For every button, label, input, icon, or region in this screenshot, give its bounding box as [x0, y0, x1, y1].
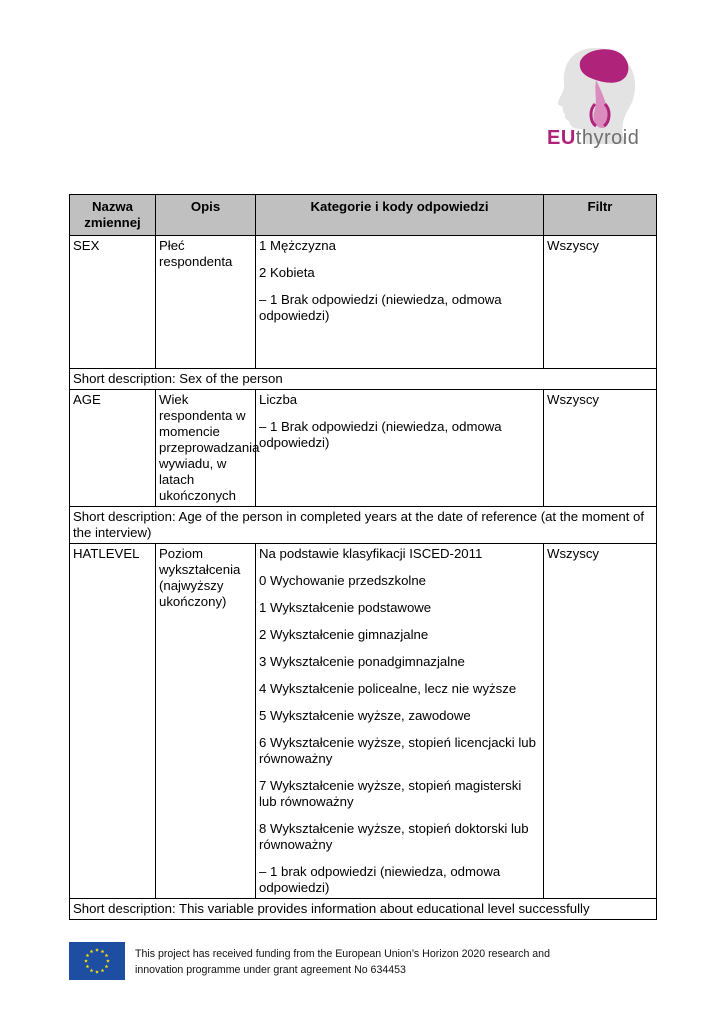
variable-description: Poziom wykształcenia (najwyższy ukończony) [156, 544, 256, 899]
variable-filter: Wszyscy [544, 390, 657, 507]
short-description-row [70, 369, 657, 390]
funding-statement: This project has received funding from the European Union’s Horizon 2020 research and innovation programme under grant agreement No 634453 [135, 948, 550, 976]
variable-description: Wiek respondenta w momencie przeprowadzania wywiadu, w latach ukończonych [156, 390, 256, 507]
variable-filter: Wszyscy [544, 544, 657, 899]
table-row [70, 390, 657, 507]
table-row [70, 236, 657, 369]
category-item: Liczba [259, 392, 298, 407]
category-item: 6 Wykształcenie wyższe, stopień licencjacki lub równoważny [259, 735, 536, 766]
category-item: 2 Kobieta [259, 265, 315, 280]
variable-categories [256, 390, 544, 507]
category-item: 0 Wychowanie przedszkolne [259, 573, 427, 588]
table-row [70, 544, 657, 899]
category-item: – 1 Brak odpowiedzi (niewiedza, odmowa odpowiedzi) [259, 419, 502, 450]
category-item: 4 Wykształcenie policealne, lecz nie wyższe [259, 681, 517, 696]
category-item: 3 Wykształcenie ponadgimnazjalne [259, 654, 465, 669]
header-description: Opis [156, 195, 256, 236]
logo-brand-prefix: EU [547, 127, 576, 149]
short-description-row [70, 899, 657, 920]
logo-wordmark [547, 127, 639, 150]
category-item: 5 Wykształcenie wyższe, zawodowe [259, 708, 471, 723]
category-item: – 1 brak odpowiedzi (niewiedza, odmowa odpowiedzi) [259, 864, 501, 895]
short-description-row [70, 507, 657, 544]
short-description: Short description: Age of the person in completed years at the date of reference (at the moment of the interview) [70, 507, 657, 544]
variable-categories [256, 544, 544, 899]
short-description: Short description: Sex of the person [70, 369, 657, 390]
category-item: 1 Wykształcenie podstawowe [259, 600, 432, 615]
category-item: 1 Mężczyzna [259, 238, 336, 253]
variable-filter: Wszyscy [544, 236, 657, 369]
variable-name: HATLEVEL [70, 544, 156, 899]
header-categories: Kategorie i kody odpowiedzi [256, 195, 544, 236]
header-variable-name: Nazwa zmiennej [70, 195, 156, 236]
category-item: 2 Wykształcenie gimnazjalne [259, 627, 429, 642]
header-filter: Filtr [544, 195, 657, 236]
category-item: Na podstawie klasyfikacji ISCED-2011 [259, 546, 483, 561]
logo-brand-suffix: thyroid [575, 127, 640, 149]
category-item: 8 Wykształcenie wyższe, stopień doktorski lub równoważny [259, 821, 529, 852]
variable-name: AGE [70, 390, 156, 507]
variable-name: SEX [70, 236, 156, 369]
codebook-table [69, 194, 657, 920]
eu-flag-icon [69, 942, 125, 980]
category-item: 7 Wykształcenie wyższe, stopień magisterski lub równoważny [259, 778, 522, 809]
variable-categories [256, 236, 544, 369]
variable-description: Płeć respondenta [156, 236, 256, 369]
short-description: Short description: This variable provides information about educational level successfully [70, 899, 657, 920]
category-item: – 1 Brak odpowiedzi (niewiedza, odmowa odpowiedzi) [259, 292, 502, 323]
table-header-row [70, 195, 657, 236]
